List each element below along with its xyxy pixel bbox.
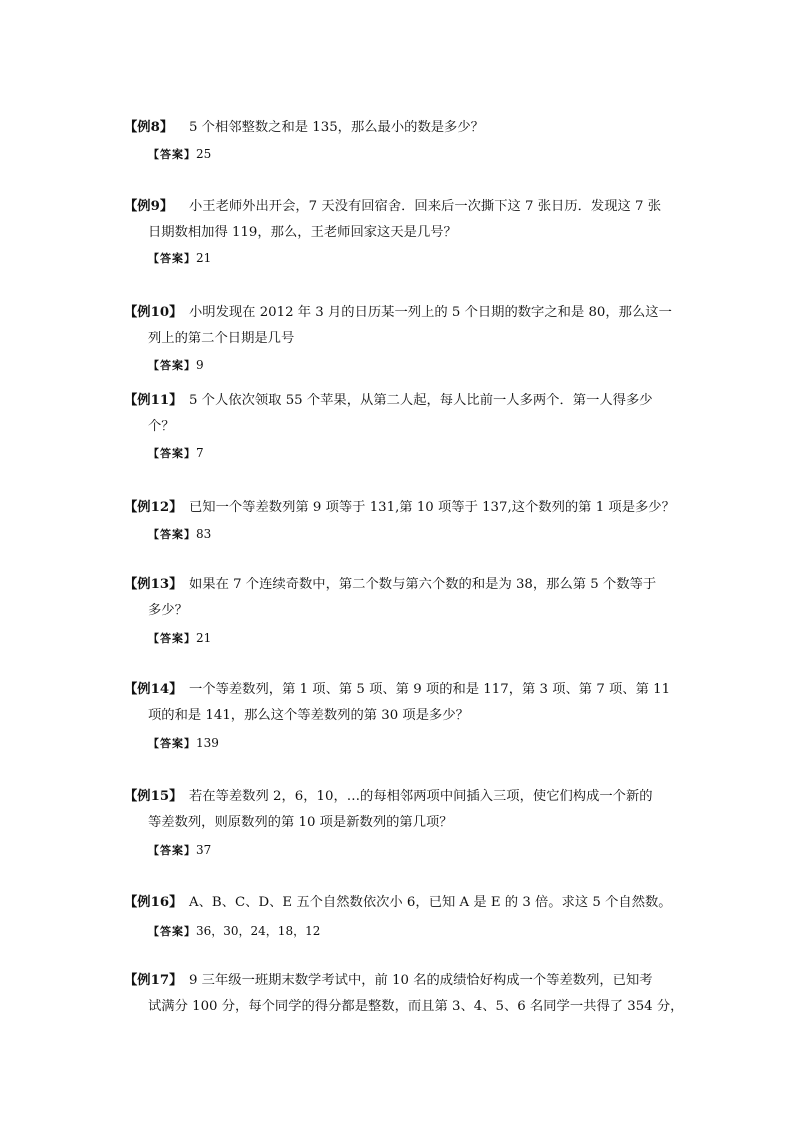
example-10: [124, 300, 682, 372]
answer-value: 139: [196, 736, 219, 750]
example-16: [124, 890, 682, 938]
answer-label: 【答案】: [148, 632, 196, 645]
answer-label: 【答案】: [148, 528, 196, 541]
example-question: [124, 495, 682, 521]
example-question: [124, 194, 682, 220]
question-line-1: 9 三年级一班期末数学考试中，前 10 名的成绩恰好构成一个等差数列，已知考: [189, 973, 653, 988]
example-question: [124, 572, 682, 598]
answer-value: 25: [196, 147, 212, 161]
example-question-cont: [124, 220, 682, 246]
question-line-1: 若在等差数列 2，6，10，…的每相邻两项中间插入三项，使它们构成一个新的: [189, 789, 653, 804]
question-line-2: 等差数列，则原数列的第 10 项是新数列的第几项？: [148, 815, 453, 830]
answer-value: 21: [196, 631, 212, 645]
question-line-1: 一个等差数列，第 1 项、第 5 项、第 9 项的和是 117，第 3 项、第 7 项、第 11: [189, 682, 671, 697]
answer-label: 【答案】: [148, 925, 196, 938]
example-label: 【例13】: [124, 577, 183, 592]
example-8: [124, 115, 682, 161]
example-label: 【例17】: [124, 973, 183, 988]
answer-line: [148, 250, 211, 266]
example-question-cont: [124, 703, 682, 729]
answer-value: 36，30，24，18，12: [196, 924, 321, 938]
answer-value: 7: [196, 446, 204, 460]
example-question-cont: [124, 326, 682, 352]
example-label: 【例11】: [124, 393, 183, 408]
example-question: [124, 784, 682, 810]
example-11: [124, 388, 682, 460]
example-label: 【例9】: [124, 199, 174, 214]
answer-label: 【答案】: [148, 359, 196, 372]
example-question: [124, 115, 682, 141]
answer-line: [148, 630, 211, 646]
question-line-2: 多少？: [148, 603, 188, 618]
example-question: [124, 968, 682, 994]
example-question: [124, 388, 682, 414]
example-12: [124, 495, 682, 541]
question-line-1: 已知一个等差数列第 9 项等于 131,第 10 项等于 137,这个数列的第 1 项是多少？: [189, 500, 675, 515]
example-15: [124, 784, 682, 857]
example-label: 【例15】: [124, 789, 183, 804]
example-question-cont: [124, 810, 682, 836]
answer-line: [148, 735, 219, 751]
answer-value: 21: [196, 251, 212, 265]
answer-value: 37: [196, 843, 212, 857]
answer-line: [148, 922, 320, 939]
example-14: [124, 677, 682, 750]
answer-line: [148, 526, 211, 542]
example-9: [124, 194, 682, 265]
answer-label: 【答案】: [148, 148, 196, 161]
example-label: 【例16】: [124, 895, 183, 910]
question-line-2: 项的和是 141，那么这个等差数列的第 30 项是多少？: [148, 708, 469, 723]
question-line-2: 日期数相加得 119，那么，王老师回家这天是几号？: [148, 225, 457, 240]
example-question-cont: [124, 414, 682, 440]
answer-label: 【答案】: [148, 447, 196, 460]
answer-line: [148, 357, 204, 373]
answer-line: [148, 842, 211, 858]
example-label: 【例12】: [124, 500, 183, 515]
example-question: [124, 300, 682, 326]
example-question-cont: [124, 598, 682, 624]
answer-line: [148, 445, 204, 461]
answer-label: 【答案】: [148, 737, 196, 750]
answer-value: 9: [196, 358, 204, 372]
example-label: 【例8】: [124, 120, 174, 135]
question-line-2: 个？: [148, 419, 175, 434]
answer-line: [148, 146, 211, 162]
example-17: [124, 968, 682, 1020]
question-line-2: 列上的第二个日期是几号: [148, 331, 295, 346]
example-label: 【例14】: [124, 682, 183, 697]
question-line-1: 小王老师外出开会，7 天没有回宿舍．回来后一次撕下这 7 张日历．发现这 7 张: [189, 199, 662, 214]
answer-value: 83: [196, 527, 212, 541]
question-line-1: A、B、C、D、E 五个自然数依次小 6，已知 A 是 E 的 3 倍。求这 5 个自然数。: [189, 895, 672, 910]
question-line-1: 如果在 7 个连续奇数中，第二个数与第六个数的和是为 38，那么第 5 个数等于: [189, 577, 657, 592]
answer-label: 【答案】: [148, 844, 196, 857]
question-line-1: 5 个人依次领取 55 个苹果，从第二人起，每人比前一人多两个．第一人得多少: [189, 393, 653, 408]
question-line-1: 小明发现在 2012 年 3 月的日历某一列上的 5 个日期的数字之和是 80，那么这一: [189, 305, 672, 320]
example-question: [124, 677, 682, 703]
example-label: 【例10】: [124, 305, 183, 320]
example-13: [124, 572, 682, 645]
question-line-1: 5 个相邻整数之和是 135，那么最小的数是多少？: [189, 120, 484, 135]
example-question: [124, 890, 682, 916]
question-line-2: 试满分 100 分，每个同学的得分都是整数，而且第 3、4、5、6 名同学一共得了 354 分，: [148, 999, 684, 1014]
answer-label: 【答案】: [148, 252, 196, 265]
example-question-cont: [124, 994, 682, 1020]
